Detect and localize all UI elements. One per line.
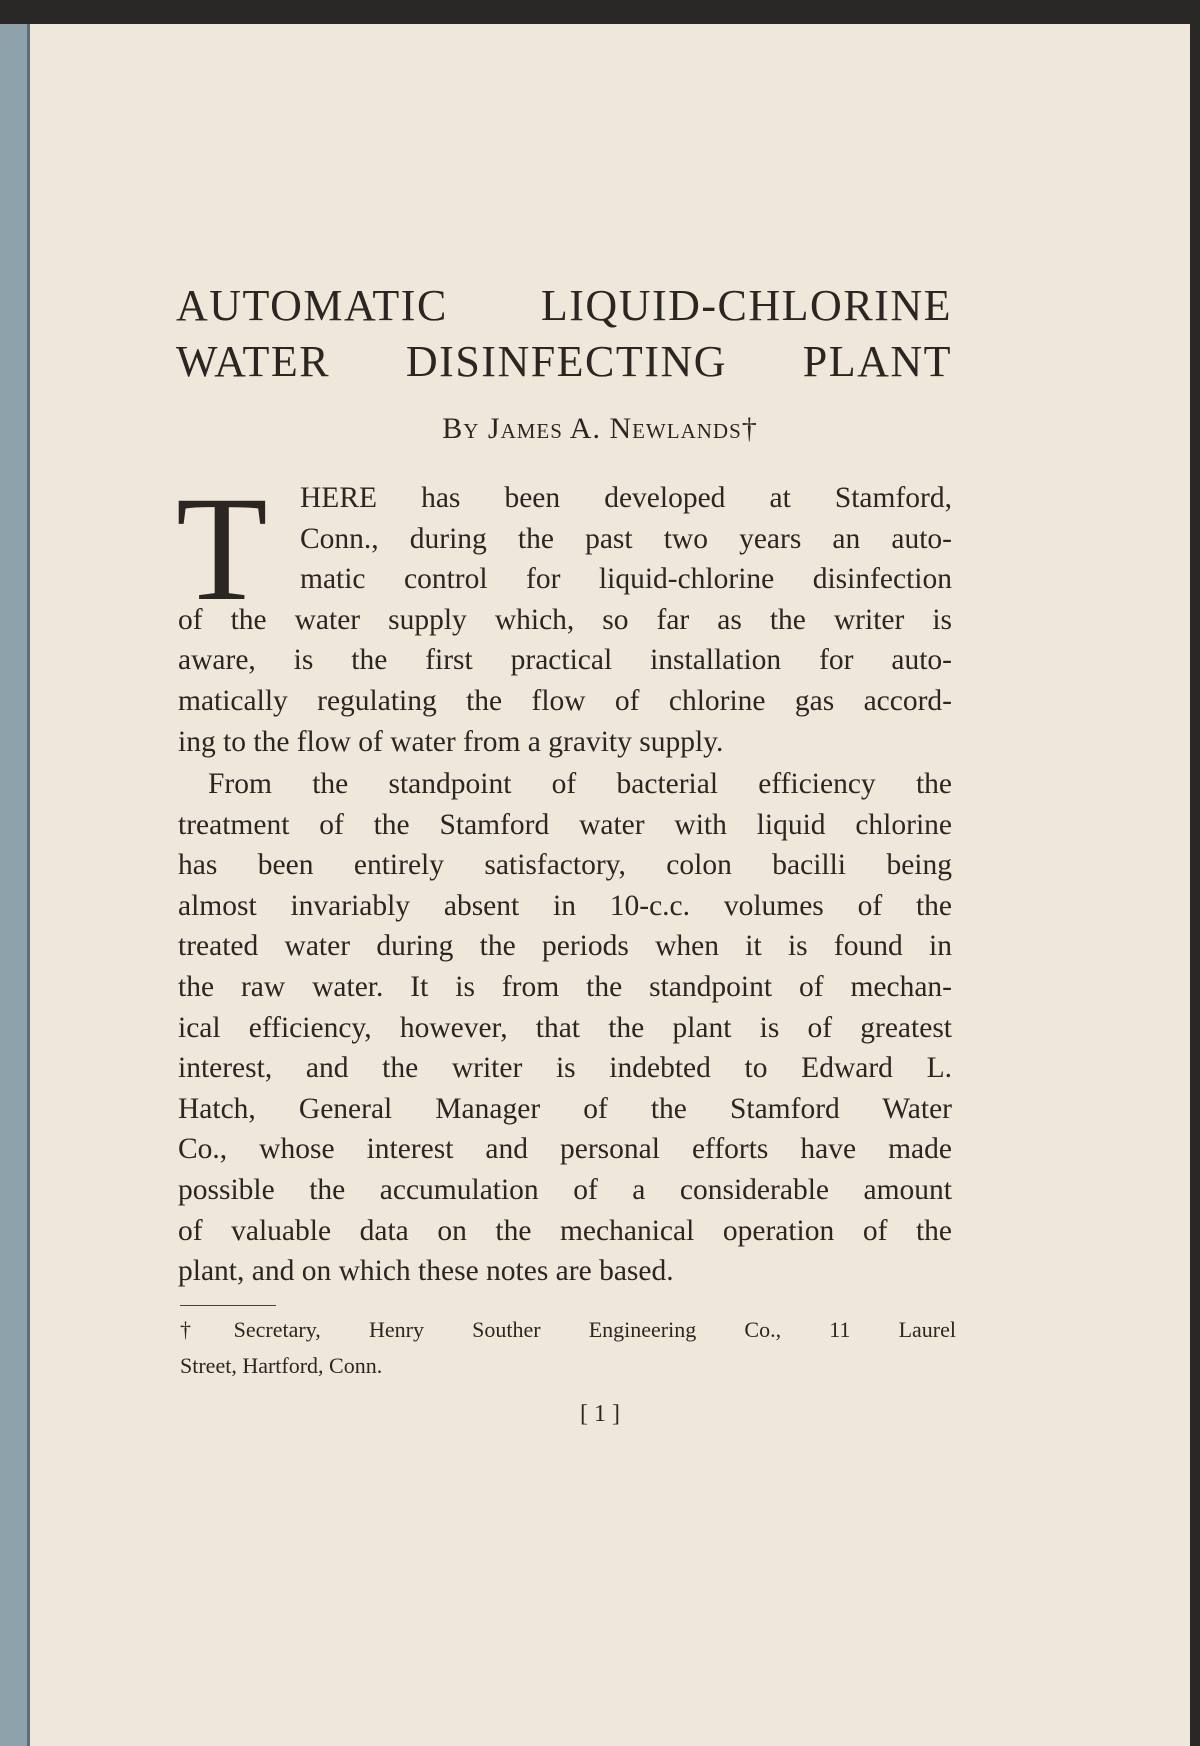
byline: By James A. Newlands† xyxy=(442,412,758,445)
text-line: the raw water. It is from the standpoint of mechan- xyxy=(178,971,952,1003)
title-line: WATER DISINFECTING PLANT xyxy=(176,337,952,386)
text-line: has been entirely satisfactory, colon bacilli being xyxy=(178,849,952,882)
footnote-rule xyxy=(180,1305,276,1306)
text-line: aware, is the first practical installation for auto- xyxy=(178,644,952,677)
footnote-line: Street, Hartford, Conn. xyxy=(180,1353,383,1378)
text-line: matically regulating the flow of chlorine gas accord- xyxy=(178,685,952,717)
text-line: Conn., during the past two years an auto- xyxy=(300,522,952,555)
text-line: Hatch, General Manager of the Stamford Water xyxy=(178,1092,952,1125)
text-line: HERE has been developed at Stamford, xyxy=(300,482,952,514)
title-line: AUTOMATIC LIQUID-CHLORINE xyxy=(176,281,952,330)
text-line: treated water during the periods when it is found in xyxy=(178,930,952,963)
text-line: From the standpoint of bacterial efficiency the xyxy=(208,768,952,800)
drop-cap: T xyxy=(176,466,268,632)
text-line: almost invariably absent in 10-c.c. volumes of the xyxy=(178,889,952,922)
article-title xyxy=(176,278,952,390)
text-line: ing to the flow of water from a gravity supply. xyxy=(178,725,724,758)
text-line: plant, and on which these notes are based. xyxy=(178,1255,674,1288)
text-line: interest, and the writer is indebted to Edward L. xyxy=(178,1052,952,1085)
text-line: matic control for liquid-chlorine disinfection xyxy=(300,563,952,596)
text-line: of valuable data on the mechanical operation of the xyxy=(178,1214,952,1247)
book-spine xyxy=(0,24,30,1746)
text-line: possible the accumulation of a considerable amount xyxy=(178,1174,952,1206)
footnote-line: †Secretary, Henry Souther Engineering Co., 11 Laurel xyxy=(180,1317,956,1342)
text-line: of the water supply which, so far as the writer is xyxy=(178,603,952,636)
text-line: Co., whose interest and personal efforts have made xyxy=(178,1133,952,1166)
page-number: [ 1 ] xyxy=(580,1401,620,1427)
text-line: ical efficiency, however, that the plant is of greatest xyxy=(178,1011,952,1044)
text-line: treatment of the Stamford water with liquid chlorine xyxy=(178,808,952,841)
